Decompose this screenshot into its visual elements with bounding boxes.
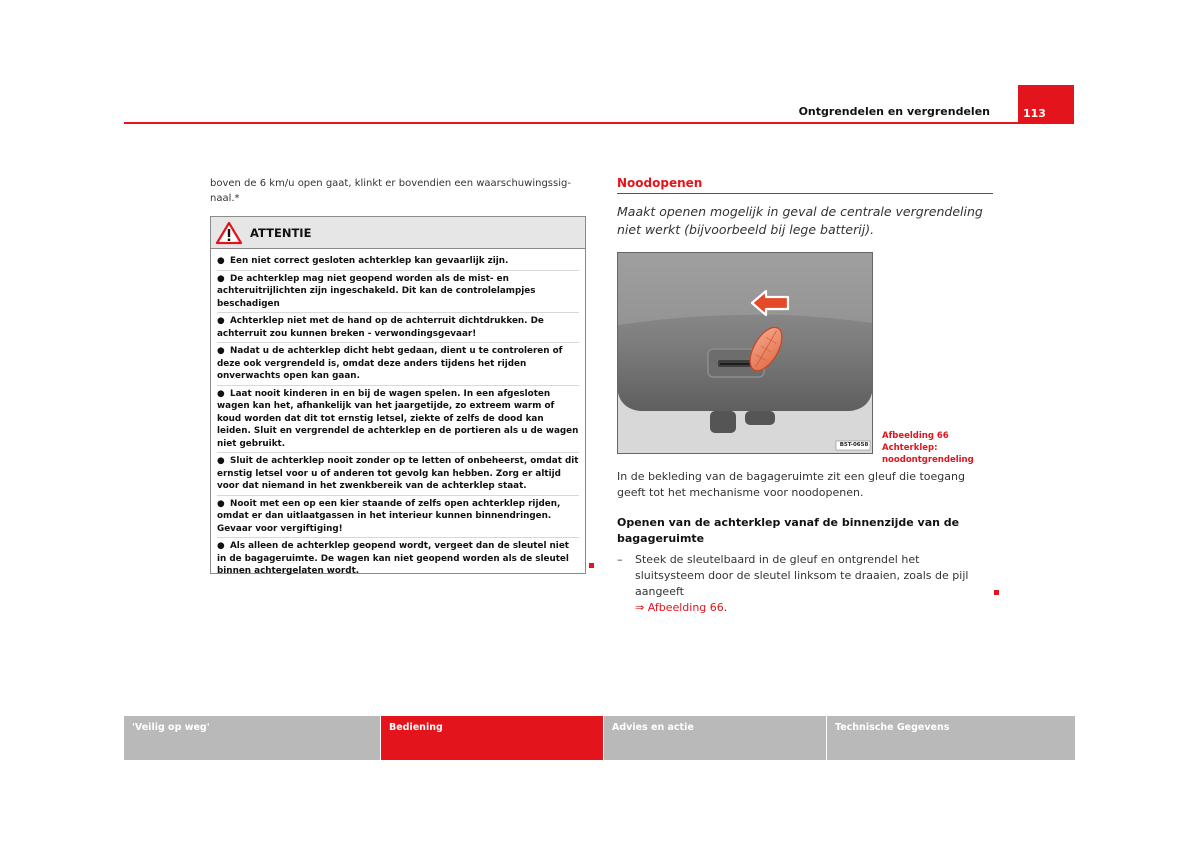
running-header-title: Ontgrendelen en vergrendelen — [798, 105, 990, 118]
warning-item: ● Nadat u de achterklep dicht hebt gedaan, dient u te controleren of deze ook vergrendeld is, omdat deze anders tijdens het rijden onverwachts open kan gaan. — [217, 343, 579, 386]
warning-item: ● Een niet correct gesloten achterklep kan gevaarlijk zijn. — [217, 253, 579, 271]
warning-header — [211, 217, 585, 249]
footer-tab-veilig-op-weg[interactable]: 'Veilig op weg' — [124, 716, 380, 760]
procedure-step — [617, 552, 992, 616]
figure-code: B5T-0658 — [839, 442, 869, 448]
warning-box — [210, 216, 586, 574]
footer-tab-bediening[interactable]: Bediening — [381, 716, 603, 760]
intro-text: boven de 6 km/u open gaat, klinkt er bovendien een waarschuwingssig-naal.* — [210, 178, 571, 204]
warning-item: ● Laat nooit kinderen in en bij de wagen spelen. In een afgesloten wagen kan het, afhankelijk van het jaargetijde, zo extreem warm of koud worden dat dit tot ernstig letsel, ziekte of zelfs de dood kan leiden. Sluit en vergrendel de achterklep en de portieren als u de wagen niet gebruikt. — [217, 386, 579, 454]
section-end-marker — [994, 590, 999, 595]
step-suffix: . — [723, 601, 728, 614]
warning-item: ● De achterklep mag niet geopend worden als de mist- en achteruitrijlichten zijn ingeschakeld. Dit kan de controlelampjes beschadigen — [217, 271, 579, 314]
warning-item: ● Sluit de achterklep nooit zonder op te letten of onbeheerst, omdat dit ernstig letsel voor u of anderen tot gevolg kan hebben. Zorg er altijd voor dat niemand in het zwenkbereik van de achterklep staat. — [217, 453, 579, 496]
warning-list — [211, 249, 585, 580]
figure-caption: Afbeelding 66 Achterklep: noodontgrendeling — [882, 431, 974, 465]
figure-emergency-release — [617, 252, 873, 454]
warning-item: ● Achterklep niet met de hand op de achterruit dichtdrukken. De achterruit zou kunnen breken - verwondingsgevaar! — [217, 313, 579, 343]
body-paragraph: In de bekleding van de bagageruimte zit een gleuf die toegang geeft tot het mechanisme voor noodopenen. — [617, 470, 965, 499]
section-end-marker — [589, 563, 594, 568]
footer-tab-advies-en-actie[interactable]: Advies en actie — [604, 716, 826, 760]
page-number: 113 — [1018, 85, 1074, 124]
section-rule — [617, 193, 993, 194]
procedure-heading: Openen van de achterklep vanaf de binnenzijde van de bagageruimte — [617, 516, 960, 545]
warning-triangle-icon — [215, 221, 243, 245]
warning-item: ● Als alleen de achterklep geopend wordt, vergeet dan de sleutel niet in de bagageruimte. De wagen kan niet geopend worden als de sleutel binnen achtergelaten wordt. — [217, 541, 569, 576]
warning-title: ATTENTIE — [250, 225, 312, 240]
footer-tab-technische-gegevens[interactable]: Technische Gegevens — [827, 716, 1075, 760]
figure-reference-link[interactable]: ⇒ Afbeelding 66 — [635, 601, 724, 614]
step-text: Steek de sleutelbaard in de gleuf en ontgrendel het sluitsysteem door de sleutel linksom te draaien, zoals de pijl aangeeft — [635, 553, 969, 598]
step-dash: – — [617, 553, 623, 566]
trunk-lid-illustration — [618, 253, 872, 453]
section-summary: Maakt openen mogelijk in geval de centrale vergrendeling niet werkt (bijvoorbeeld bij lege batterij). — [617, 204, 983, 237]
section-title: Noodopenen — [617, 176, 703, 190]
header-rule — [124, 122, 1020, 124]
warning-item: ● Nooit met een op een kier staande of zelfs open achterklep rijden, omdat er dan uitlaatgassen in het interieur kunnen binnendringen. Gevaar voor vergiftiging! — [217, 496, 579, 539]
